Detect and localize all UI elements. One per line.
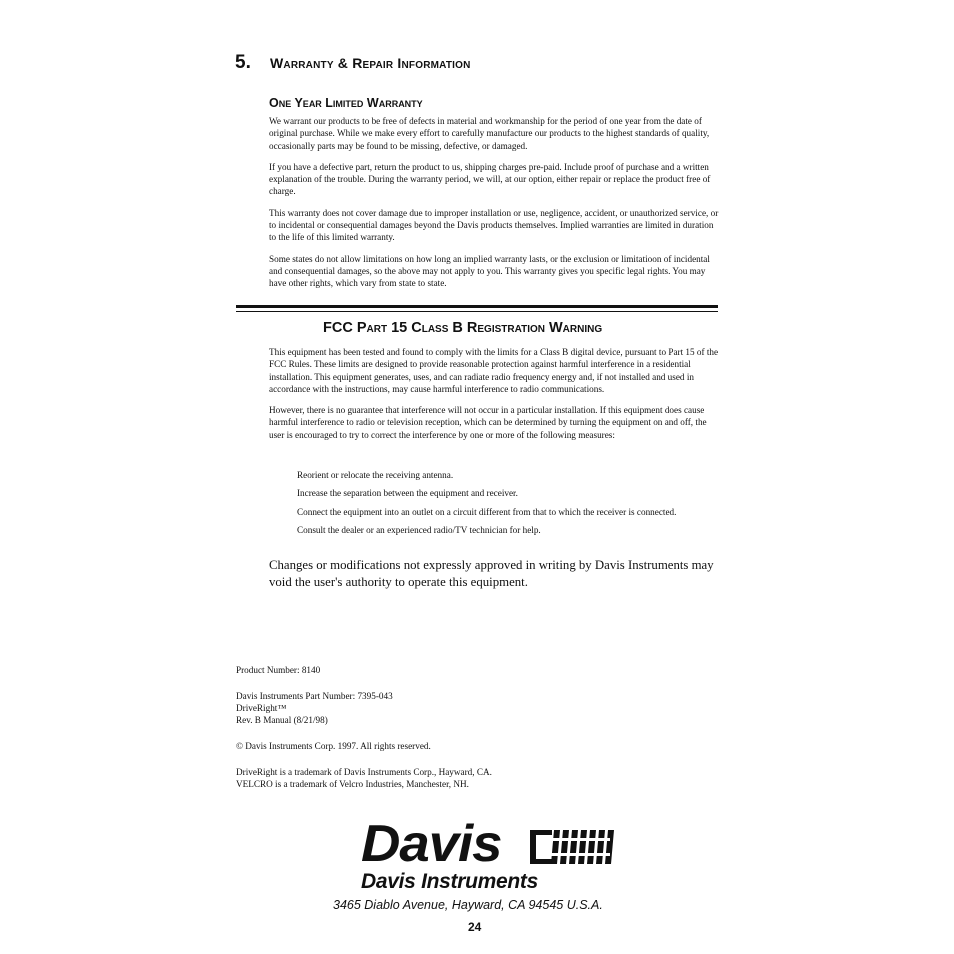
changes-notice: Changes or modifications not expressly approved in writing by Davis Instruments may void the user's authority to operate this equipment. — [269, 558, 714, 589]
section-divider-thick — [236, 305, 718, 308]
fcc-paragraph: However, there is no guarantee that interference will not occur in a particular installation. If this equipment does cause harmful interference to radio or television reception, which can be determined by turning the equipment on and off, the user is encouraged to try to correct the interference by one or more of the following measures: — [269, 405, 707, 440]
davis-logo-stripes-icon — [530, 828, 614, 866]
fcc-paragraph: This equipment has been tested and found to comply with the limits for a Class B digital device, pursuant to Part 15 of the FCC Rules. These limits are designed to provide reasonable protection against harmful interference in a residential installation. This equipment generates, uses, and can radiate radio frequency energy and, if not installed and used in accordance with the instructions, may cause harmful interference to radio communications. — [269, 347, 719, 394]
product-name: DriveRight™ — [236, 703, 287, 713]
revision: Rev. B Manual (8/21/98) — [236, 715, 328, 725]
page-number: 24 — [468, 920, 482, 934]
section-number: 5. — [235, 52, 251, 73]
trademark-notice: VELCRO is a trademark of Velcro Industries, Manchester, NH. — [236, 779, 469, 789]
product-number: Product Number: 8140 — [236, 665, 321, 675]
list-item: Reorient or relocate the receiving antenna. — [297, 470, 454, 480]
warranty-paragraph: This warranty does not cover damage due to improper installation or use, negligence, accident, or unauthorized service, or to incidental or consequential damages beyond the Davis products themselves. Implied warranties are limited in duration to the life of this limited warranty. — [269, 207, 719, 243]
trademark-notice: DriveRight is a trademark of Davis Instruments Corp., Hayward, CA. — [236, 767, 492, 777]
warranty-body — [269, 115, 721, 299]
list-item: Connect the equipment into an outlet on a circuit different from that to which the receiver is connected. — [297, 506, 677, 517]
company-address: 3465 Diablo Avenue, Hayward, CA 94545 U.S.A. — [333, 898, 603, 912]
footer-info — [236, 664, 492, 790]
davis-instruments-name: Davis Instruments — [361, 870, 538, 893]
list-item: Increase the separation between the equipment and receiver. — [297, 488, 518, 499]
fcc-body — [269, 346, 721, 450]
list-item: Consult the dealer or an experienced radio/TV technician for help. — [297, 524, 541, 535]
section-divider-thin — [236, 311, 718, 312]
fcc-heading: FCC Part 15 Class B Registration Warning — [323, 320, 603, 336]
warranty-paragraph: If you have a defective part, return the product to us, shipping charges pre-paid. Include proof of purchase and a written explanation of the trouble. During the warranty period, we will, at our option, either repair or replace the product free of charge. — [269, 161, 711, 197]
warranty-paragraph: We warrant our products to be free of defects in material and workmanship for the period of one year from the date of original purchase. While we make every effort to carefully manufacture our products to the highest standards of quality, occasionally parts may be found to be missing, defective, or damaged. — [269, 116, 710, 151]
part-number: Davis Instruments Part Number: 7395-043 — [236, 691, 393, 701]
section-title: Warranty & Repair Information — [270, 55, 471, 71]
warranty-paragraph: Some states do not allow limitations on how long an implied warranty lasts, or the exclusion or limitatioon of incidental and consequential damages, so the above may not apply to you. This warranty gives you specific legal rights. You may have other rights, which vary from state to state. — [269, 253, 710, 289]
davis-logo-wordmark: Davis — [361, 815, 502, 873]
copyright: © Davis Instruments Corp. 1997. All rights reserved. — [236, 741, 431, 751]
warranty-heading: One Year Limited Warranty — [269, 96, 423, 110]
fcc-measures-list — [297, 469, 717, 542]
